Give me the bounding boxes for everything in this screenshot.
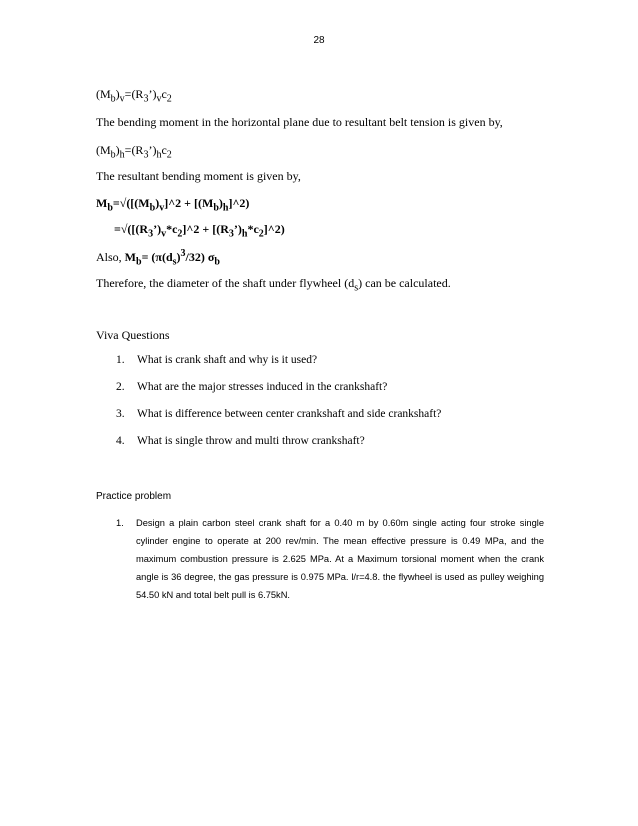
list-item: 3. What is difference between center crankshaft and side crankshaft?	[116, 408, 442, 420]
equation-mb-resultant-expanded: $=√([(R_3’)_v*c_2]\^{}2$ + $[(R_3’)_h*c_2]\^{}2$)	[114, 222, 285, 240]
resultant-moment-text: The resultant bending moment is given by,	[96, 169, 301, 183]
practice-problem-item	[116, 514, 544, 604]
practice-heading: Practice problem	[96, 491, 172, 502]
equation-mb-resultant: $M_b=√([(M_b)_v]\^{}2$ + $[(M_b)_h]\^{}2$)	[96, 196, 250, 214]
horizontal-moment-text: The bending moment in the horizontal plane due to resultant belt tension is given by,	[96, 115, 503, 129]
page-number: 28	[313, 35, 325, 46]
list-item: 1. What is crank shaft and why is it used?	[116, 354, 318, 366]
equation-mb-vertical: $(M_b)_v=(R_3’)_vc_2$	[96, 87, 172, 105]
list-item: 4. What is single throw and multi throw crankshaft?	[116, 435, 365, 447]
list-item: 2. What are the major stresses induced in the crankshaft?	[116, 381, 388, 393]
viva-heading: Viva Questions	[96, 328, 170, 342]
therefore-text: Therefore, the diameter of the shaft under flywheel $(d_s)$ can be calculated.	[96, 276, 451, 294]
practice-problem-text: Design a plain carbon steel crank shaft for a 0.40 m by 0.60m single acting four stroke single cylinder engine to operate at 200 rev/min. The mean effective pressure is 0.49 MPa, and the maximum combustion pressure is 2.625 MPa. At a Maximum torsional moment when the crank angle is 36 degree, the gas pressure is 0.975 MPa. l/r=4.8. the flywheel is used as pulley weighing 54.50 kN and total belt pull is 6.75kN.	[136, 518, 544, 600]
equation-also: Also, $M_b= (\pi(d_s)^3/32)$ $\sigma_b$	[96, 248, 220, 268]
practice-problem-number: 1.	[116, 518, 124, 528]
equation-mb-horizontal: $(M_b)_h=(R_3’)_hc_2$	[96, 143, 172, 161]
